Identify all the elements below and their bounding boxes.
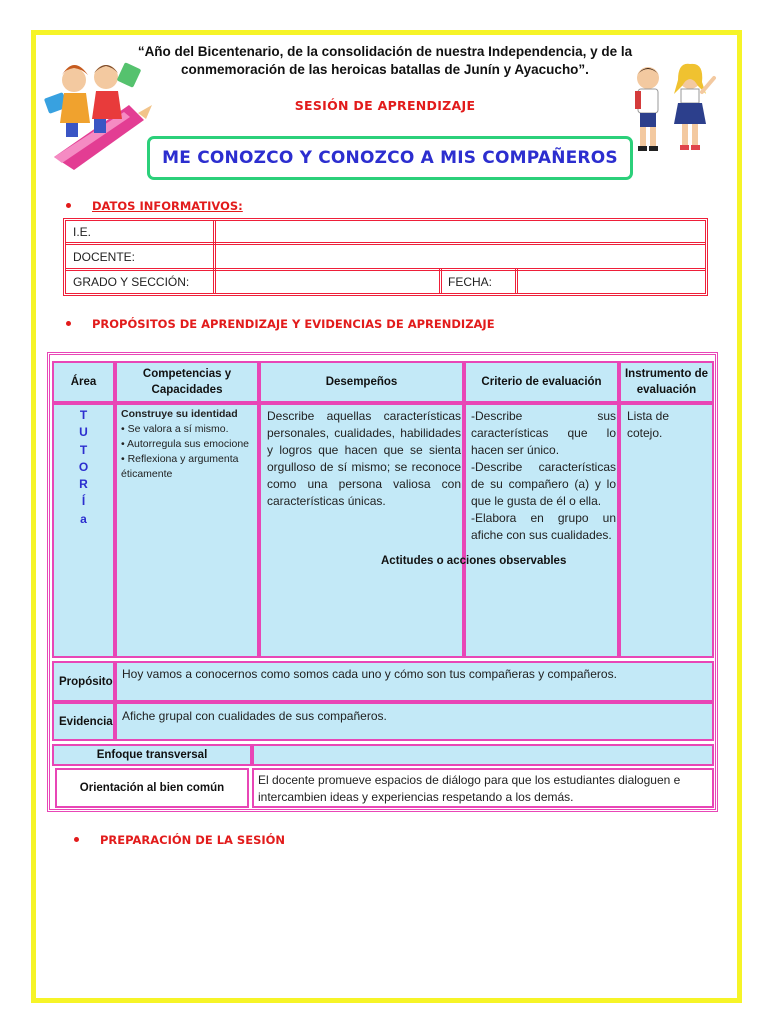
section-datos-label: DATOS INFORMATIVOS: bbox=[92, 199, 243, 213]
motto-line-2: conmemoración de las heroicas batallas de Junín y Ayacucho”. bbox=[181, 62, 589, 77]
capacidad-item: • Autorregula sus emocione bbox=[121, 438, 249, 450]
info-col-divider bbox=[515, 269, 518, 293]
main-table bbox=[47, 352, 718, 812]
section-preparacion bbox=[100, 833, 285, 847]
info-grado-label: GRADO Y SECCIÓN: bbox=[73, 275, 190, 289]
info-docente-label: DOCENTE: bbox=[73, 250, 136, 264]
area-letter: T bbox=[79, 442, 88, 457]
bullet-dot bbox=[66, 203, 71, 208]
area-letter: a bbox=[80, 511, 87, 526]
header-criterio: Criterio de evaluación bbox=[464, 361, 619, 403]
main-table-border bbox=[47, 352, 718, 812]
section-propositos-label: PROPÓSITOS DE APRENDIZAJE Y EVIDENCIAS DE APRENDIZAJE bbox=[92, 317, 495, 331]
criterio-item: -Describe características de su compañero (a) y lo que le gusta de él o ella. bbox=[471, 460, 616, 508]
competencia-title: Construye su identidad bbox=[121, 408, 238, 420]
criterio-item: -Elabora en grupo un afiche con sus cualidades. bbox=[471, 511, 616, 542]
proposito-label: Propósito bbox=[52, 661, 115, 702]
capacidad-item: • Se valora a sí mismo. bbox=[121, 423, 229, 435]
area-letter: U bbox=[79, 425, 88, 440]
proposito-text: Hoy vamos a conocernos como somos cada uno y cómo son tus compañeras y compañeros. bbox=[122, 667, 617, 681]
section-preparacion-label: PREPARACIÓN DE LA SESIÓN bbox=[100, 833, 286, 847]
info-row-divider bbox=[66, 268, 705, 271]
actitudes-heading: Actitudes o acciones observables bbox=[381, 555, 567, 567]
evidencia-label: Evidencia bbox=[52, 702, 115, 741]
evidencia-text: Afiche grupal con cualidades de sus compañeros. bbox=[122, 709, 387, 723]
info-fecha-label: FECHA: bbox=[448, 275, 493, 289]
info-col-divider bbox=[439, 269, 442, 293]
capacidad-item: • Reflexiona y argumenta éticamente bbox=[121, 453, 239, 480]
session-label: SESIÓN DE APRENDIZAJE bbox=[294, 98, 476, 113]
enfoque-label: Enfoque transversal bbox=[52, 744, 252, 766]
instrumento-text: Lista de cotejo. bbox=[627, 409, 670, 440]
motto-line-1: “Año del Bicentenario, de la consolidación de nuestra Independencia, y de la bbox=[137, 44, 633, 59]
page-title: ME CONOZCO Y CONOZCO A MIS COMPAÑEROS bbox=[162, 148, 618, 168]
header-instrumento: Instrumento de evaluación bbox=[619, 361, 714, 403]
orientacion-label: Orientación al bien común bbox=[55, 768, 249, 808]
bullet-dot bbox=[66, 321, 71, 326]
section-datos bbox=[92, 199, 243, 213]
criterio-item: -Describe sus características que lo hacen ser único. bbox=[471, 409, 616, 457]
area-letter: O bbox=[78, 459, 89, 474]
orientacion-text: El docente promueve espacios de diálogo para que los estudiantes dialoguen e intercambien ideas y experiencias respetando a los demás. bbox=[258, 773, 681, 804]
area-letter: T bbox=[79, 408, 88, 422]
header-area: Área bbox=[52, 361, 115, 403]
area-letter: Í bbox=[81, 494, 86, 509]
info-row-divider bbox=[66, 242, 705, 245]
motto bbox=[120, 43, 650, 79]
header-desempenos: Desempeños bbox=[259, 361, 464, 403]
info-col-divider bbox=[213, 221, 216, 293]
info-table bbox=[63, 218, 708, 296]
section-propositos bbox=[92, 317, 495, 331]
title-box bbox=[147, 136, 633, 180]
header-competencias: Competencias y Capacidades bbox=[115, 361, 259, 403]
info-ie-label: I.E. bbox=[73, 225, 92, 239]
area-letter: R bbox=[79, 477, 88, 492]
bullet-dot bbox=[74, 837, 79, 842]
desempeno-text: Describe aquellas características personales, cualidades, habilidades y logros que hacen que se sienta orgulloso de sí mismo; se reconoce como una persona valiosa con características únicas. bbox=[267, 409, 461, 508]
